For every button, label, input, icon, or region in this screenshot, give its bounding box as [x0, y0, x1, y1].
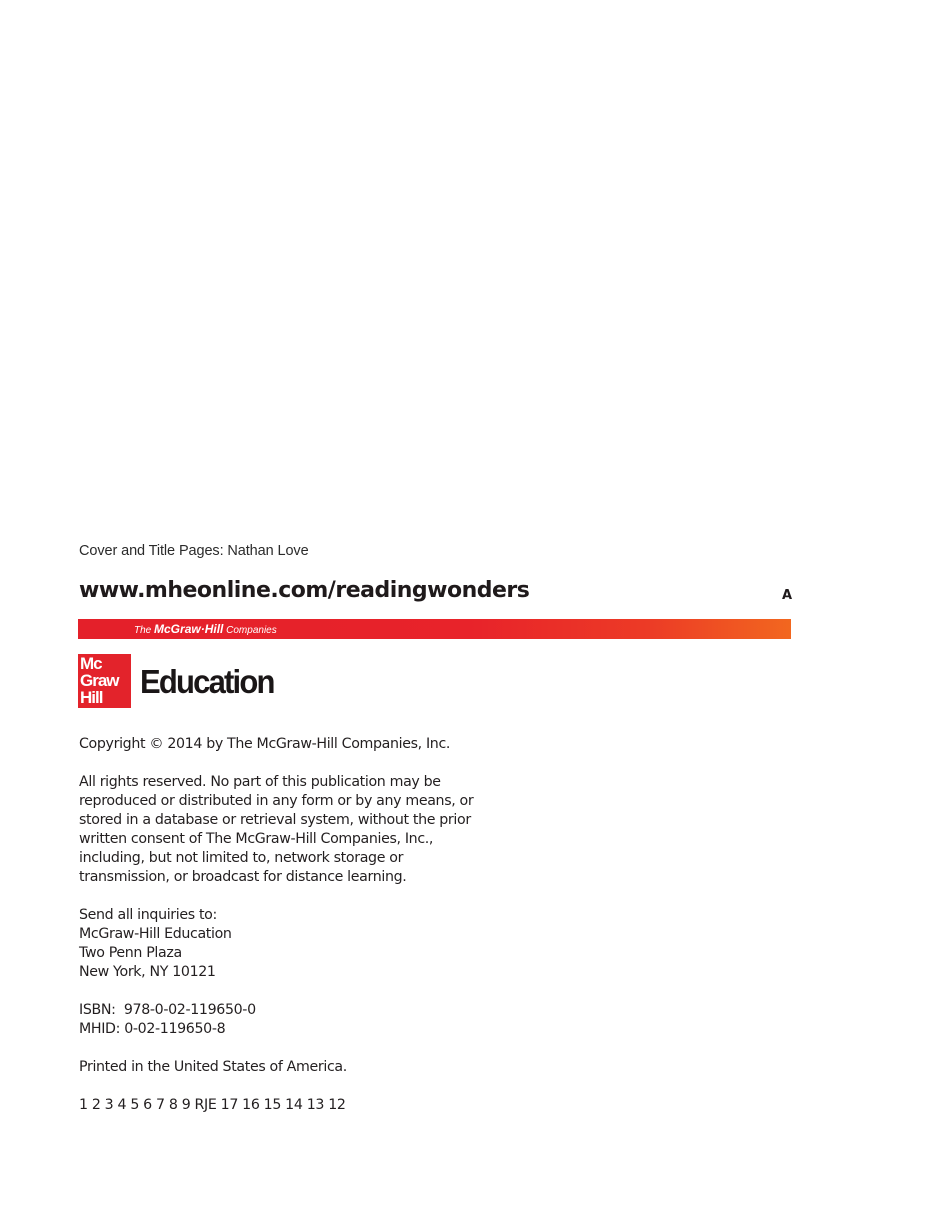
rights-line: All rights reserved. No part of this publication may be [79, 774, 441, 790]
address-line: New York, NY 10121 [79, 964, 216, 980]
banner-brand: McGraw·Hill [154, 622, 224, 636]
cover-credit: Cover and Title Pages: Nathan Love [79, 543, 309, 559]
address-line: McGraw-Hill Education [79, 926, 232, 942]
rights-reserved-paragraph [79, 773, 499, 887]
copyright-notice: Copyright © 2014 by The McGraw-Hill Companies, Inc. [79, 736, 451, 752]
website-url: www.mheonline.com/readingwonders [79, 578, 530, 603]
inquiries-address [79, 906, 232, 982]
mhid: MHID: 0-02-119650-8 [79, 1021, 226, 1037]
book-identifiers [79, 1001, 256, 1039]
rights-line: written consent of The McGraw-Hill Companies, Inc., [79, 831, 434, 847]
banner-prefix: The [134, 625, 155, 636]
mcgraw-hill-logo-icon [78, 654, 131, 708]
logo-line-mc: Mc [80, 654, 102, 673]
logo-line-graw: Graw [80, 671, 119, 690]
printed-in-notice: Printed in the United States of America. [79, 1059, 347, 1075]
mcgraw-hill-companies-banner [78, 619, 791, 639]
logo-line-hill: Hill [80, 688, 103, 707]
rights-line: reproduced or distributed in any form or by any means, or [79, 793, 474, 809]
education-wordmark: Education [140, 663, 274, 701]
address-line: Two Penn Plaza [79, 945, 182, 961]
isbn: ISBN: 978-0-02-119650-0 [79, 1002, 256, 1018]
banner-text [134, 622, 277, 636]
rights-line: including, but not limited to, network storage or [79, 850, 404, 866]
rights-line: stored in a database or retrieval system, without the prior [79, 812, 471, 828]
rights-line: transmission, or broadcast for distance learning. [79, 869, 407, 885]
inquiries-heading: Send all inquiries to: [79, 907, 217, 923]
printer-impression-line: 1 2 3 4 5 6 7 8 9 RJE 17 16 15 14 13 12 [79, 1097, 346, 1113]
level-letter: A [782, 588, 793, 603]
banner-suffix: Companies [223, 625, 277, 636]
